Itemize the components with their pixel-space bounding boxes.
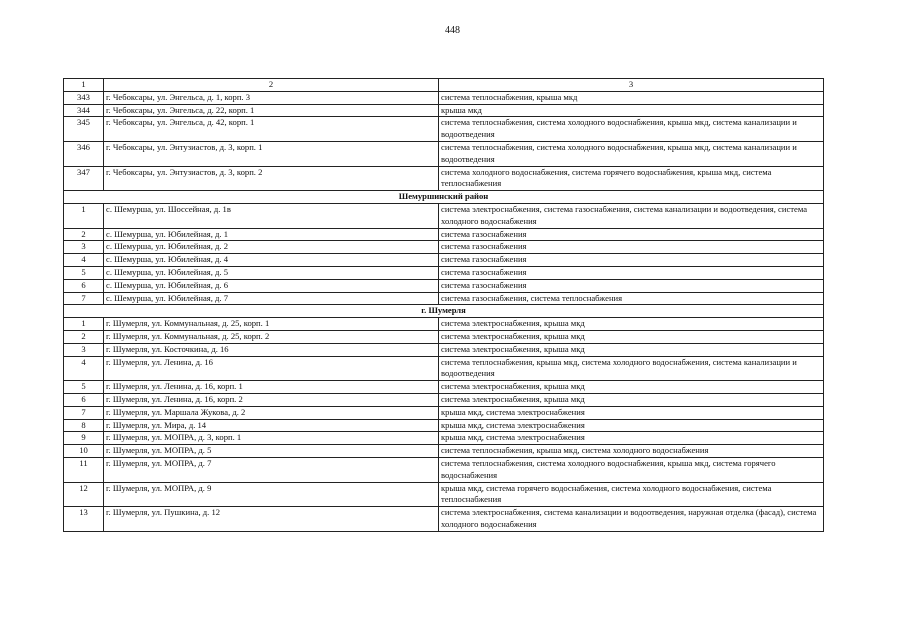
row-address: с. Шемурша, ул. Юбилейная, д. 4 <box>104 254 439 267</box>
row-address: с. Шемурша, ул. Юбилейная, д. 2 <box>104 241 439 254</box>
row-works: система теплоснабжения, система холодного водоснабжения, крыша мкд, система канализации и водоотведения <box>439 141 824 166</box>
row-number: 4 <box>64 356 104 381</box>
table-row <box>64 406 824 419</box>
row-number: 9 <box>64 432 104 445</box>
table-row <box>64 266 824 279</box>
row-number: 344 <box>64 104 104 117</box>
row-works: система электроснабжения, система канализации и водоотведения, наружная отделка (фасад), система холодного водоснабжения <box>439 507 824 532</box>
row-works: система теплоснабжения, крыша мкд, система холодного водоснабжения <box>439 445 824 458</box>
row-works: система теплоснабжения, система холодного водоснабжения, крыша мкд, система горячего водоснабжения <box>439 457 824 482</box>
row-number: 347 <box>64 166 104 191</box>
table-row <box>64 318 824 331</box>
table-row <box>64 330 824 343</box>
row-works: крыша мкд, система электроснабжения <box>439 432 824 445</box>
row-works: система газоснабжения <box>439 279 824 292</box>
row-works: система холодного водоснабжения, система горячего водоснабжения, крыша мкд, система теплоснабжения <box>439 166 824 191</box>
table-row <box>64 141 824 166</box>
table-row <box>64 457 824 482</box>
section-row <box>64 191 824 204</box>
table-row <box>64 445 824 458</box>
row-works: система электроснабжения, крыша мкд <box>439 318 824 331</box>
table-row <box>64 104 824 117</box>
section-row <box>64 305 824 318</box>
table-row <box>64 393 824 406</box>
row-number: 13 <box>64 507 104 532</box>
row-number: 11 <box>64 457 104 482</box>
table-row <box>64 381 824 394</box>
row-number: 7 <box>64 292 104 305</box>
row-number: 3 <box>64 241 104 254</box>
row-works: крыша мкд, система электроснабжения <box>439 406 824 419</box>
row-address: г. Шумерля, ул. Косточкина, д. 16 <box>104 343 439 356</box>
table-row <box>64 279 824 292</box>
table-header-row <box>64 79 824 92</box>
row-works: система электроснабжения, крыша мкд <box>439 343 824 356</box>
row-address: г. Шумерля, ул. Мира, д. 14 <box>104 419 439 432</box>
table-row <box>64 203 824 228</box>
row-address: с. Шемурша, ул. Юбилейная, д. 7 <box>104 292 439 305</box>
table-row <box>64 241 824 254</box>
row-address: с. Шемурша, ул. Шоссейная, д. 1в <box>104 203 439 228</box>
row-address: г. Шумерля, ул. МОПРА, д. 9 <box>104 482 439 507</box>
row-works: система электроснабжения, крыша мкд <box>439 393 824 406</box>
row-number: 1 <box>64 318 104 331</box>
header-col-3: 3 <box>439 79 824 92</box>
table-row <box>64 91 824 104</box>
row-works: система электроснабжения, крыша мкд <box>439 381 824 394</box>
row-works: система электроснабжения, крыша мкд <box>439 330 824 343</box>
row-address: г. Чебоксары, ул. Энгельса, д. 22, корп. 1 <box>104 104 439 117</box>
table-row <box>64 166 824 191</box>
row-address: с. Шемурша, ул. Юбилейная, д. 6 <box>104 279 439 292</box>
row-address: г. Шумерля, ул. МОПРА, д. 7 <box>104 457 439 482</box>
row-address: г. Чебоксары, ул. Энгельса, д. 42, корп. 1 <box>104 117 439 142</box>
table-row <box>64 228 824 241</box>
row-address: г. Шумерля, ул. Коммунальная, д. 25, корп. 1 <box>104 318 439 331</box>
row-number: 5 <box>64 266 104 279</box>
row-number: 12 <box>64 482 104 507</box>
row-address: г. Шумерля, ул. МОПРА, д. 3, корп. 1 <box>104 432 439 445</box>
row-number: 6 <box>64 393 104 406</box>
row-number: 10 <box>64 445 104 458</box>
row-works: крыша мкд, система горячего водоснабжения, система холодного водоснабжения, система теплоснабжения <box>439 482 824 507</box>
table-row <box>64 356 824 381</box>
row-address: с. Шемурша, ул. Юбилейная, д. 1 <box>104 228 439 241</box>
row-works: система теплоснабжения, крыша мкд, система холодного водоснабжения, система канализации и водоотведения <box>439 356 824 381</box>
table-row <box>64 343 824 356</box>
row-works: система теплоснабжения, крыша мкд <box>439 91 824 104</box>
row-address: г. Шумерля, ул. Ленина, д. 16, корп. 2 <box>104 393 439 406</box>
row-number: 2 <box>64 330 104 343</box>
row-works: крыша мкд, система электроснабжения <box>439 419 824 432</box>
row-number: 345 <box>64 117 104 142</box>
table-row <box>64 419 824 432</box>
row-address: г. Шумерля, ул. МОПРА, д. 5 <box>104 445 439 458</box>
row-address: г. Шумерля, ул. Ленина, д. 16 <box>104 356 439 381</box>
page-number: 448 <box>445 25 460 36</box>
row-works: система теплоснабжения, система холодного водоснабжения, крыша мкд, система канализации и водоотведения <box>439 117 824 142</box>
table-row <box>64 117 824 142</box>
row-number: 343 <box>64 91 104 104</box>
row-address: г. Шумерля, ул. Маршала Жукова, д. 2 <box>104 406 439 419</box>
table-row <box>64 254 824 267</box>
register-table <box>63 78 824 532</box>
row-works: система газоснабжения <box>439 266 824 279</box>
row-works: система газоснабжения, система теплоснабжения <box>439 292 824 305</box>
header-col-1: 1 <box>64 79 104 92</box>
table-row <box>64 432 824 445</box>
row-works: система газоснабжения <box>439 254 824 267</box>
row-works: система газоснабжения <box>439 228 824 241</box>
row-works: система электроснабжения, система газоснабжения, система канализации и водоотведения, система холодного водоснабжения <box>439 203 824 228</box>
row-address: г. Чебоксары, ул. Энгельса, д. 1, корп. 3 <box>104 91 439 104</box>
row-number: 2 <box>64 228 104 241</box>
table-row <box>64 482 824 507</box>
row-address: г. Чебоксары, ул. Энтузиастов, д. 3, корп. 2 <box>104 166 439 191</box>
table-row <box>64 292 824 305</box>
row-number: 4 <box>64 254 104 267</box>
row-number: 7 <box>64 406 104 419</box>
header-col-2: 2 <box>104 79 439 92</box>
row-number: 1 <box>64 203 104 228</box>
row-number: 346 <box>64 141 104 166</box>
row-address: г. Шумерля, ул. Ленина, д. 16, корп. 1 <box>104 381 439 394</box>
row-number: 3 <box>64 343 104 356</box>
row-number: 6 <box>64 279 104 292</box>
row-works: крыша мкд <box>439 104 824 117</box>
row-address: г. Шумерля, ул. Коммунальная, д. 25, корп. 2 <box>104 330 439 343</box>
row-address: г. Шумерля, ул. Пушкина, д. 12 <box>104 507 439 532</box>
section-title: г. Шумерля <box>64 305 824 318</box>
row-number: 5 <box>64 381 104 394</box>
row-number: 8 <box>64 419 104 432</box>
table-row <box>64 507 824 532</box>
row-address: с. Шемурша, ул. Юбилейная, д. 5 <box>104 266 439 279</box>
section-title: Шемуршинский район <box>64 191 824 204</box>
row-address: г. Чебоксары, ул. Энтузиастов, д. 3, корп. 1 <box>104 141 439 166</box>
row-works: система газоснабжения <box>439 241 824 254</box>
